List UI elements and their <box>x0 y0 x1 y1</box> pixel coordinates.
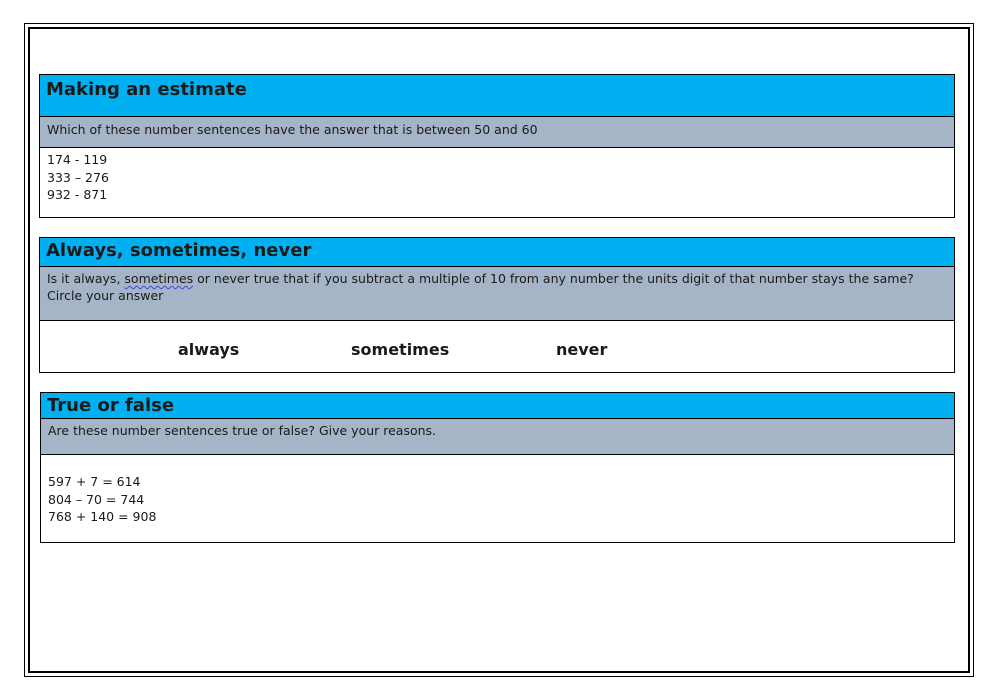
section-prompt: Which of these number sentences have the answer that is between 50 and 60 <box>40 117 954 148</box>
number-sentence: 174 - 119 <box>47 152 108 167</box>
number-sentence: 768 + 140 = 908 <box>48 509 157 524</box>
section-title: True or false <box>41 393 954 419</box>
number-sentence: 932 - 871 <box>47 187 108 202</box>
section-always-sometimes-never <box>39 237 955 373</box>
choice-never: never <box>556 340 608 359</box>
section-title: Always, sometimes, never <box>40 238 954 267</box>
section-prompt: Are these number sentences true or false? Give your reasons. <box>41 419 954 455</box>
number-sentence: 597 + 7 = 614 <box>48 474 141 489</box>
choice-sometimes: sometimes <box>351 340 450 359</box>
number-sentence-list <box>40 148 954 207</box>
choice-always: always <box>178 340 240 359</box>
number-sentence: 333 – 276 <box>47 169 109 185</box>
number-sentence-list <box>41 455 954 529</box>
section-prompt <box>40 267 954 321</box>
spellcheck-flagged-word: sometimes <box>124 271 194 286</box>
number-sentence: 804 – 70 = 744 <box>48 491 145 507</box>
section-making-an-estimate <box>39 74 955 218</box>
answer-choices <box>40 321 954 373</box>
prompt-text-before: Is it always, <box>47 271 125 286</box>
prompt-text-after: or never true that if you subtract a multiple of 10 from any number the units digit of that number stays the same? Circle your answer <box>47 271 914 303</box>
section-title: Making an estimate <box>40 75 954 117</box>
section-true-or-false <box>40 392 955 543</box>
